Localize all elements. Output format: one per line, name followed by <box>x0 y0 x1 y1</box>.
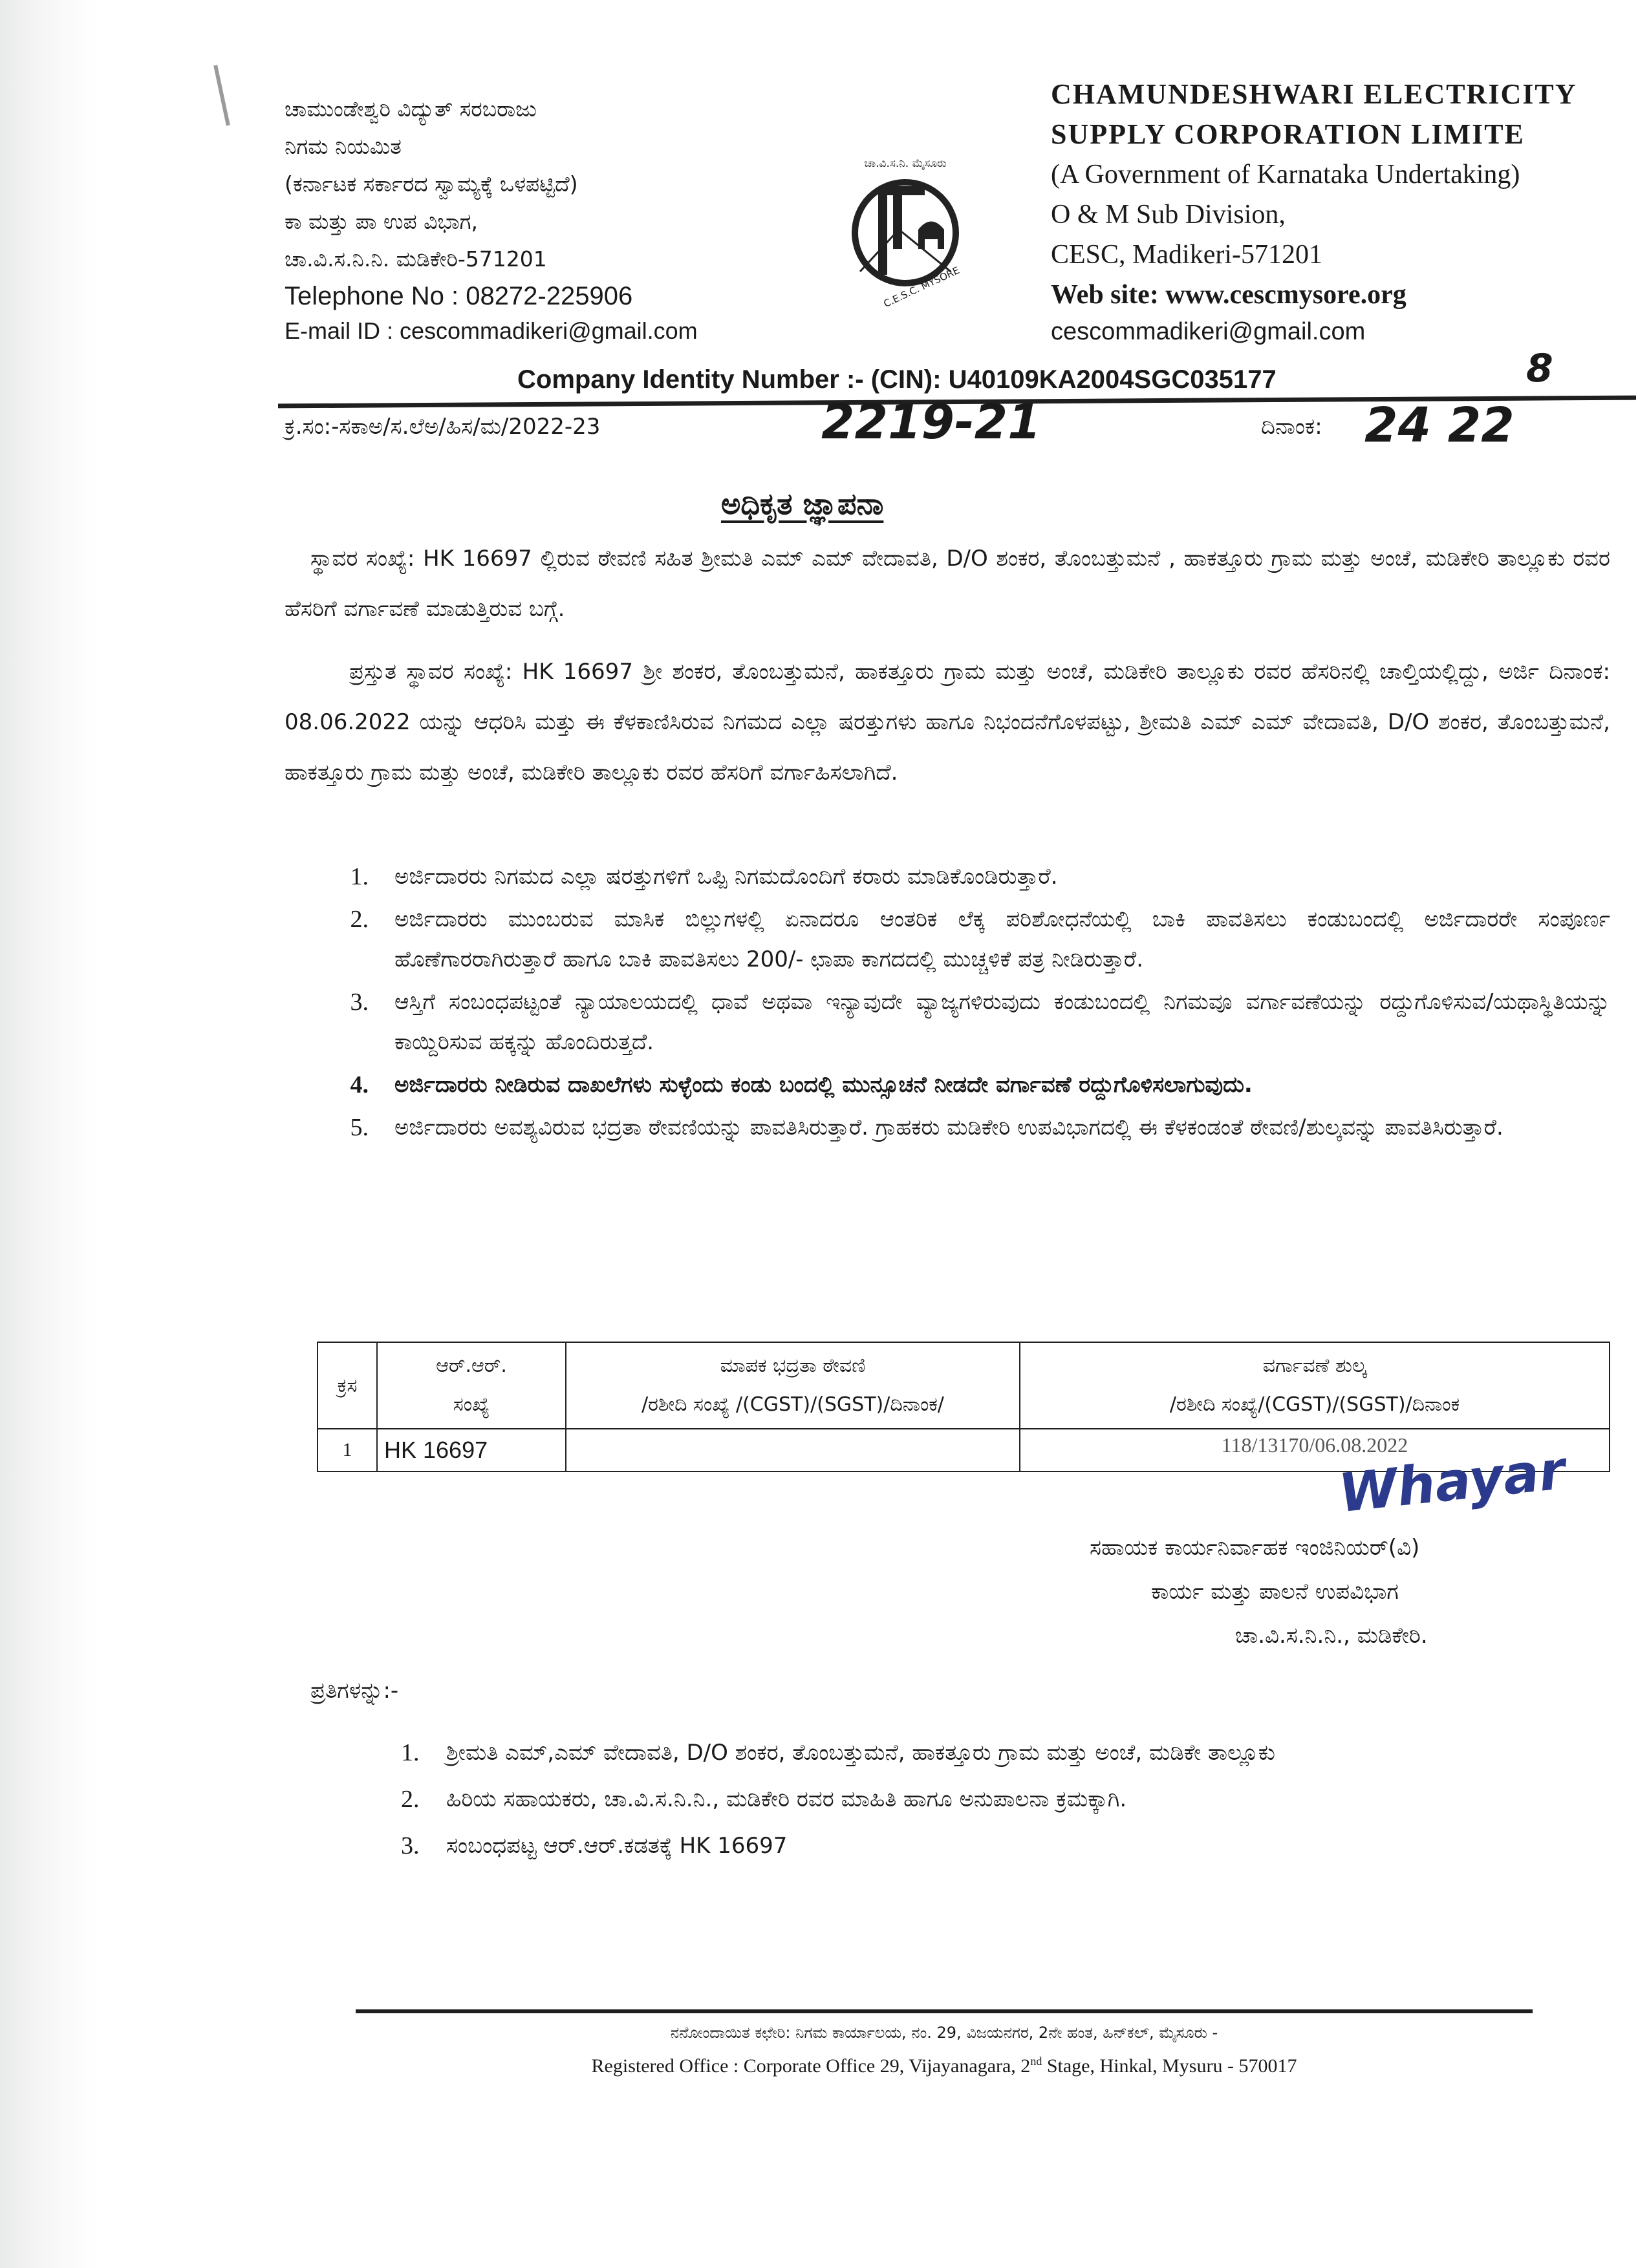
col-deposit-header <box>566 1342 1020 1429</box>
memo-subject: ಸ್ಥಾವರ ಸಂಖ್ಯೆ: HK 16697 ಲ್ಲಿರುವ ಠೇವಣಿ ಸಹಿತ ಶ್ರೀಮತಿ ಎಮ್ ಎಮ್ ವೇದಾವತಿ, D/O ಶಂಕರ, ತೊಂಬತ್ತುಮನೆ , ಹಾಕತ್ತೂರು ಗ್ರಾಮ ಮತ್ತು ಅಂಚೆ, ಮಡಿಕೇರಿ ತಾಲ್ಲೂಕು ರವರ ಹೆಸರಿಗೆ ವರ್ಗಾವಣೆ ಮಾಡುತ್ತಿರುವ ಬಗ್ಗೆ. <box>285 546 1610 622</box>
col-rr-header-1: ಆರ್.ಆರ್. <box>436 1354 507 1377</box>
condition-text: ಅರ್ಜಿದಾರರು ನಿಗಮದ ಎಲ್ಲಾ ಷರತ್ತುಗಳಿಗೆ ಒಪ್ಪಿ ನಿಗಮದೊಂದಿಗೆ ಕರಾರು ಮಾಡಿಕೊಂಡಿರುತ್ತಾರೆ. <box>394 864 1058 890</box>
col-deposit-header-2: /ರಶೀದಿ ಸಂಖ್ಯೆ /(CGST)/(SGST)/ದಿನಾಂಕ/ <box>641 1393 944 1416</box>
copies-heading: ಪ್ರತಿಗಳನ್ನು:- <box>310 1678 399 1704</box>
handwritten-date-top: 8 <box>1526 346 1553 391</box>
copy-item <box>401 1776 1630 1823</box>
condition-text: ಅರ್ಜಿದಾರರು ಅವಶ್ಯವಿರುವ ಭದ್ರತಾ ಠೇವಣಿಯನ್ನು ಪಾವತಿಸಿರುತ್ತಾರೆ. ಗ್ರಾಹಕರು ಮಡಿಕೇರಿ ಉಪವಿಭಾಗದಲ್ಲಿ ಈ ಕೆಳಕಂಡಂತೆ ಠೇವಣಿ/ಶುಲ್ಕವನ್ನು ಪಾವತಿಸಿರುತ್ತಾರೆ. <box>394 1115 1503 1140</box>
condition-text: ಅರ್ಜಿದಾರರು ನೀಡಿರುವ ದಾಖಲೆಗಳು ಸುಳ್ಳೆಂದು ಕಂಡು ಬಂದಲ್ಲಿ ಮುನ್ಸೂಚನೆ ನೀಡದೇ ವರ್ಗಾವಣೆ ರದ್ದುಗೊಳಿಸಲಾಗುವುದು. <box>394 1072 1253 1098</box>
email-label: E-mail ID : <box>285 317 400 344</box>
date-label: ದಿನಾಂಕ: <box>1261 414 1322 440</box>
footer-en-pre: Registered Office : Corporate Office 29, Vijayanagara, 2 <box>591 2055 1031 2077</box>
cesc-logo-svg <box>821 152 989 307</box>
scan-edge <box>0 0 97 2268</box>
condition-number: 1. <box>350 863 369 890</box>
condition-text: ಆಸ್ತಿಗೆ ಸಂಬಂಧಪಟ್ಟಂತೆ ನ್ಯಾಯಾಲಯದಲ್ಲಿ ಧಾವೆ ಅಥವಾ ಇನ್ಯಾವುದೇ ವ್ಯಾಜ್ಯಗಳಿರುವುದು ಕಂಡುಬಂದಲ್ಲಿ ನಿಗಮವೂ ವರ್ಗಾವಣೆಯನ್ನು ರದ್ದುಗೊಳಿಸುವ/ಯಥಾಸ್ಥಿತಿಯನ್ನು ಕಾಯ್ದಿರಿಸುವ ಹಕ್ಕನ್ನು ಹೊಂದಿರುತ್ತದೆ. <box>394 989 1610 1055</box>
org-subdiv-kn: ಕಾ ಮತ್ತು ಪಾ ಉಪ ವಿಭಾಗ, <box>285 209 478 234</box>
col-rr-header <box>377 1342 566 1429</box>
copy-number: 1. <box>401 1739 420 1766</box>
cell-sl: 1 <box>318 1429 377 1471</box>
company-cin: Company Identity Number :- (CIN): U40109KA2004SGC035177 <box>517 365 1277 394</box>
condition-number: 4. <box>350 1071 369 1098</box>
memo-body: ಪ್ರಸ್ತುತ ಸ್ಥಾವರ ಸಂಖ್ಯೆ: HK 16697 ಶ್ರೀ ಶಂಕರ, ತೊಂಬತ್ತುಮನೆ, ಹಾಕತ್ತೂರು ಗ್ರಾಮ ಮತ್ತು ಅಂಚೆ, ಮಡಿಕೇರಿ ತಾಲ್ಲೂಕು ರವರ ಹೆಸರಿನಲ್ಲಿ ಚಾಲ್ತಿಯಲ್ಲಿದ್ದು, ಅರ್ಜಿ ದಿನಾಂಕ: 08.06.2022 ಯನ್ನು ಆಧರಿಸಿ ಮತ್ತು ಈ ಕೆಳಕಾಣಿಸಿರುವ ನಿಗಮದ ಎಲ್ಲಾ ಷರತ್ತುಗಳು ಹಾಗೂ ನಿಭಂದನೆಗೊಳಪಟ್ಟು, ಶ್ರೀಮತಿ ಎಮ್ ಎಮ್ ವೇದಾವತಿ, D/O ಶಂಕರ, ತೊಂಬತ್ತುಮನೆ, ಹಾಕತ್ತೂರು ಗ್ರಾಮ ಮತ್ತು ಅಂಚೆ, ಮಡಿಕೇರಿ ತಾಲ್ಲೂಕು ರವರ ಹೆಸರಿಗೆ ವರ್ಗಾಹಿಸಲಾಗಿದೆ. <box>285 659 1610 786</box>
website: Web site: www.cescmysore.org <box>1051 280 1406 310</box>
footer-en-sup: nd <box>1030 2055 1042 2068</box>
cell-fee: 118/13170/06.08.2022 <box>1020 1429 1610 1471</box>
col-rr-header-2: ಸಂಖ್ಯೆ <box>453 1393 490 1416</box>
header-kannada <box>285 91 698 348</box>
footer-en-post: Stage, Hinkal, Mysuru - 570017 <box>1042 2055 1297 2077</box>
copy-number: 3. <box>401 1832 420 1859</box>
signature-block <box>1090 1526 1428 1658</box>
logo-bottom: C.E.S.C. MYSORE <box>881 264 962 310</box>
org-city-kn: ಚಾ.ವಿ.ಸ.ನಿ.ನಿ. ಮಡಿಕೇರಿ-571201 <box>285 246 547 272</box>
col-fee-header-1: ವರ್ಗಾವಣೆ ಶುಲ್ಕ <box>1262 1354 1367 1377</box>
conditions-list <box>350 857 1610 1150</box>
reference-number-handwritten: 2219-21 <box>821 394 1041 450</box>
email-right: cescommadikeri@gmail.com <box>1051 318 1366 345</box>
condition-number: 2. <box>350 906 369 933</box>
signatory-office: ಕಾರ್ಯ ಮತ್ತು ಪಾಲನೆ ಉಪವಿಭಾಗ <box>1151 1579 1399 1605</box>
signatory-designation: ಸಹಾಯಕ ಕಾರ್ಯನಿರ್ವಾಹಕ ಇಂಜಿನಿಯರ್(ವಿ) <box>1090 1535 1420 1561</box>
col-deposit-header-1: ಮಾಪಕ ಭದ್ರತಾ ಠೇವಣಿ <box>720 1354 866 1377</box>
signatory-org: ಚಾ.ವಿ.ಸ.ನಿ.ನಿ., ಮಡಿಕೇರಿ. <box>1235 1623 1428 1649</box>
org-govt-kn: (ಕರ್ನಾಟಕ ಸರ್ಕಾರದ ಸ್ವಾಮ್ಯಕ್ಕೆ ಒಳಪಟ್ಟಿದೆ) <box>285 171 578 197</box>
org-name-kn-1: ಚಾಮುಂಡೇಶ್ವರಿ ವಿದ್ಯುತ್ ಸರಬರಾಜು <box>285 96 537 122</box>
copy-text: ಹಿರಿಯ ಸಹಾಯಕರು, ಚಾ.ವಿ.ಸ.ನಿ.ನಿ., ಮಡಿಕೇರಿ ರವರ ಮಾಹಿತಿ ಹಾಗೂ ಅನುಪಾಲನಾ ಕ್ರಮಕ್ಕಾಗಿ. <box>446 1786 1127 1812</box>
email-line-left <box>285 314 698 348</box>
copy-number: 2. <box>401 1786 420 1813</box>
condition-item <box>350 857 1610 897</box>
table-header-row <box>318 1342 1610 1429</box>
footer-rule <box>356 2009 1533 2013</box>
copies-list <box>401 1729 1630 1869</box>
org-name-en-1: CHAMUNDESHWARI ELECTRICITY <box>1051 78 1577 110</box>
footer <box>356 2018 1533 2081</box>
cell-deposit <box>566 1429 1020 1471</box>
copy-item <box>401 1823 1630 1869</box>
footer-english <box>356 2047 1533 2081</box>
condition-number: 3. <box>350 989 369 1016</box>
copy-item <box>401 1729 1630 1776</box>
condition-item <box>350 982 1610 1062</box>
footer-kannada: ನನೋಂದಾಯಿತ ಕಛೇರಿ: ನಿಗಮ ಕಾರ್ಯಾಲಯ, ನಂ. 29, ವಿಜಯನಗರ, 2ನೇ ಹಂತ, ಹಿನ್‌ಕಲ್, ಮೈಸೂರು - <box>670 2024 1218 2042</box>
copy-text: ಸಂಬಂಧಪಟ್ಟ ಆರ್.ಆರ್.ಕಡತಕ್ಕೆ HK 16697 <box>446 1833 788 1859</box>
logo-top: ಚಾ.ವಿ.ಸ.ನಿ. ಮೈಸೂರು <box>864 157 947 170</box>
org-subdiv-en: O & M Sub Division, <box>1051 200 1286 230</box>
header-english <box>1051 74 1577 348</box>
telephone: Telephone No : 08272-225906 <box>285 282 633 310</box>
condition-item <box>350 1065 1610 1105</box>
col-fee-header <box>1020 1342 1610 1429</box>
memo-title: ಅಧಿಕೃತ ಜ್ಞಾಪನಾ <box>721 486 884 521</box>
signature-handwritten: Whayar <box>1335 1439 1568 1525</box>
date-handwritten: 24 22 <box>1364 398 1514 453</box>
org-govt-en: (A Government of Karnataka Undertaking) <box>1051 160 1520 189</box>
payment-table <box>317 1342 1610 1472</box>
cell-rr: HK 16697 <box>377 1429 566 1471</box>
condition-text: ಅರ್ಜಿದಾರರು ಮುಂಬರುವ ಮಾಸಿಕ ಬಿಲ್ಲುಗಳಲ್ಲಿ ಏನಾದರೂ ಆಂತರಿಕ ಲೆಕ್ಕ ಪರಿಶೋಧನೆಯಲ್ಲಿ ಬಾಕಿ ಪಾವತಿಸಲು ಕಂಡುಬಂದಲ್ಲಿ ಅರ್ಜಿದಾರರೇ ಸಂಪೂರ್ಣ ಹೊಣೆಗಾರರಾಗಿರುತ್ತಾರೆ ಹಾಗೂ ಬಾಕಿ ಪಾವತಿಸಲು 200/- ಛಾಪಾ ಕಾಗದದಲ್ಲಿ ಮುಚ್ಚಳಿಕೆ ಪತ್ರ ನೀಡಿರುತ್ತಾರೆ. <box>394 906 1610 972</box>
staple-mark <box>213 65 230 125</box>
col-fee-header-2: /ರಶೀದಿ ಸಂಖ್ಯೆ/(CGST)/(SGST)/ದಿನಾಂಕ <box>1169 1393 1460 1416</box>
cesc-logo <box>821 152 989 310</box>
condition-item <box>350 899 1610 979</box>
org-name-kn-2: ನಿಗಮ ನಿಯಮಿತ <box>285 134 402 159</box>
email-left: cescommadikeri@gmail.com <box>400 317 698 344</box>
col-sl-header: ಕ್ರಸ <box>318 1342 377 1429</box>
condition-number: 5. <box>350 1114 369 1141</box>
org-city-en: CESC, Madikeri-571201 <box>1051 240 1322 270</box>
copy-text: ಶ್ರೀಮತಿ ಎಮ್,ಎಮ್ ವೇದಾವತಿ, D/O ಶಂಕರ, ತೊಂಬತ್ತುಮನೆ, ಹಾಕತ್ತೂರು ಗ್ರಾಮ ಮತ್ತು ಅಂಚೆ, ಮಡಿಕೇ ತಾಲ್ಲೂಕು <box>446 1740 1275 1766</box>
condition-item <box>350 1107 1610 1148</box>
reference-number-label: ಕ್ರ.ಸಂ:-ಸಕಾಅ/ಸ.ಲೆಅ/ಹಿಸ/ಮ/2022-23 <box>285 414 601 440</box>
org-name-en-2: SUPPLY CORPORATION LIMITE <box>1051 118 1525 150</box>
